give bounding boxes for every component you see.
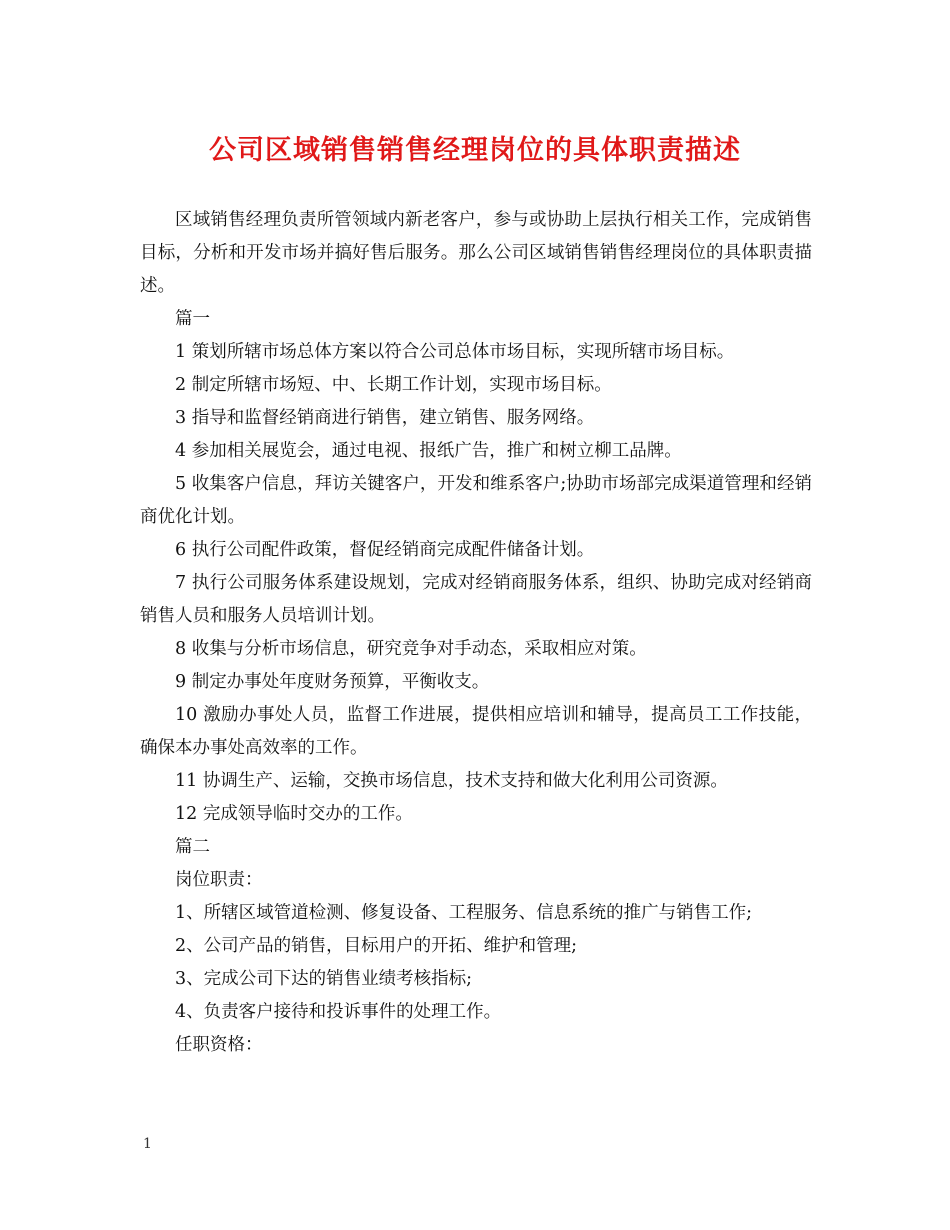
job-duty-item-1: 1、所辖区域管道检测、修复设备、工程服务、信息系统的推广与销售工作; bbox=[175, 903, 753, 923]
intro-paragraph: 区域销售经理负责所管领域内新老客户，参与或协助上层执行相关工作，完成销售目标，分析和开发市场并搞好售后服务。那么公司区域销售销售经理岗位的具体职责描述。 bbox=[140, 210, 812, 296]
qualifications-heading: 任职资格： bbox=[175, 1035, 263, 1055]
section-heading-part-two: 篇二 bbox=[175, 837, 210, 857]
duty-item-6: 6 执行公司配件政策，督促经销商完成配件储备计划。 bbox=[175, 540, 595, 560]
duty-item-10: 10 激励办事处人员，监督工作进展，提供相应培训和辅导，提高员工工作技能，确保本办事处高效率的工作。 bbox=[140, 705, 812, 758]
job-duty-item-2: 2、公司产品的销售，目标用户的开拓、维护和管理; bbox=[175, 936, 578, 956]
page-number: 1 bbox=[143, 1136, 152, 1152]
job-duties-heading: 岗位职责： bbox=[175, 870, 263, 890]
job-duty-item-4: 4、负责客户接待和投诉事件的处理工作。 bbox=[175, 1002, 502, 1022]
job-duty-item-3: 3、完成公司下达的销售业绩考核指标; bbox=[175, 969, 473, 989]
duty-item-9: 9 制定办事处年度财务预算，平衡收支。 bbox=[175, 672, 490, 692]
duty-item-1: 1 策划所辖市场总体方案以符合公司总体市场目标，实现所辖市场目标。 bbox=[175, 342, 735, 362]
duty-item-2: 2 制定所辖市场短、中、长期工作计划，实现市场目标。 bbox=[175, 375, 612, 395]
document-title: 公司区域销售销售经理岗位的具体职责描述 bbox=[209, 135, 741, 166]
duty-item-8: 8 收集与分析市场信息，研究竞争对手动态，采取相应对策。 bbox=[175, 639, 647, 659]
document-body bbox=[140, 204, 812, 1062]
duty-item-4: 4 参加相关展览会，通过电视、报纸广告，推广和树立柳工品牌。 bbox=[175, 441, 682, 461]
duty-item-5: 5 收集客户信息，拜访关键客户，开发和维系客户;协助市场部完成渠道管理和经销商优化计划。 bbox=[140, 474, 812, 527]
duty-item-7: 7 执行公司服务体系建设规划，完成对经销商服务体系，组织、协助完成对经销商销售人员和服务人员培训计划。 bbox=[140, 573, 812, 626]
duty-item-11: 11 协调生产、运输，交换市场信息，技术支持和做大化利用公司资源。 bbox=[175, 771, 728, 791]
section-heading-part-one: 篇一 bbox=[175, 309, 210, 329]
duty-item-12: 12 完成领导临时交办的工作。 bbox=[175, 804, 413, 824]
duty-item-3: 3 指导和监督经销商进行销售，建立销售、服务网络。 bbox=[175, 408, 595, 428]
